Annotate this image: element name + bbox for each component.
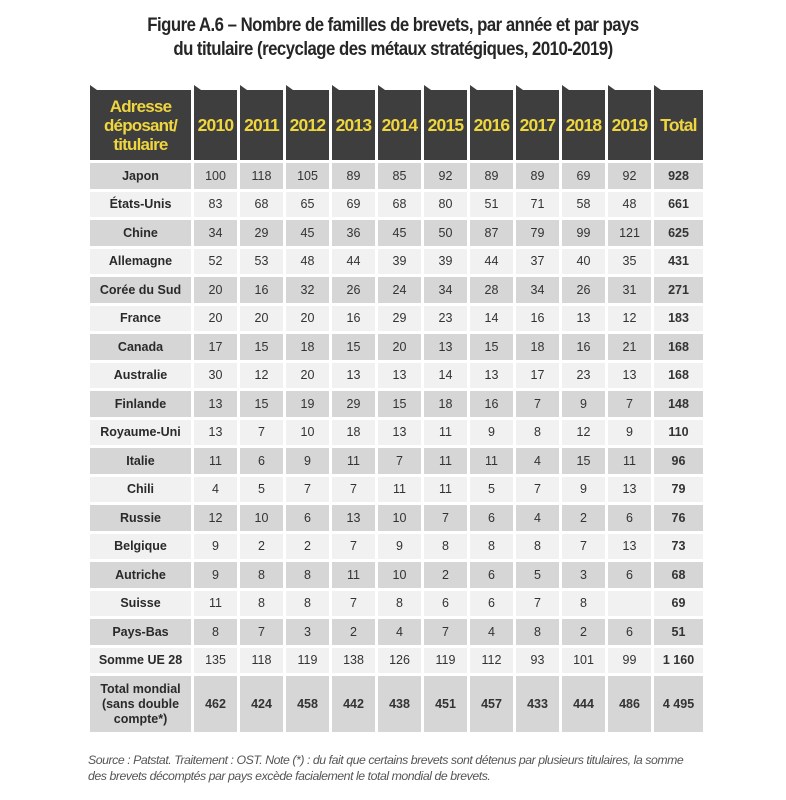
value-cell: 4 xyxy=(194,477,237,503)
row-label: Somme UE 28 xyxy=(90,648,191,674)
value-cell: 71 xyxy=(516,192,559,218)
source-footnote xyxy=(88,752,728,784)
header-cell-year: 2016 xyxy=(470,90,513,160)
value-cell: 87 xyxy=(470,220,513,246)
figure-title-line-1: Figure A.6 – Nombre de familles de brevets, par année et par pays xyxy=(147,14,639,36)
value-cell: 9 xyxy=(562,477,605,503)
value-cell: 69 xyxy=(332,192,375,218)
world-total-value-cell: 457 xyxy=(470,676,513,732)
value-cell: 24 xyxy=(378,277,421,303)
row-total-cell: 271 xyxy=(654,277,703,303)
row-total-cell: 168 xyxy=(654,363,703,389)
row-total-cell: 168 xyxy=(654,334,703,360)
value-cell: 5 xyxy=(516,562,559,588)
value-cell: 13 xyxy=(608,363,651,389)
value-cell: 13 xyxy=(378,363,421,389)
table-row xyxy=(90,277,706,303)
value-cell: 37 xyxy=(516,249,559,275)
value-cell: 8 xyxy=(378,591,421,617)
value-cell: 4 xyxy=(516,448,559,474)
value-cell: 83 xyxy=(194,192,237,218)
value-cell: 32 xyxy=(286,277,329,303)
value-cell: 6 xyxy=(240,448,283,474)
value-cell: 11 xyxy=(194,591,237,617)
value-cell: 5 xyxy=(240,477,283,503)
value-cell: 50 xyxy=(424,220,467,246)
value-cell: 99 xyxy=(562,220,605,246)
value-cell: 48 xyxy=(608,192,651,218)
value-cell: 101 xyxy=(562,648,605,674)
value-cell: 2 xyxy=(332,619,375,645)
value-cell: 20 xyxy=(194,277,237,303)
row-total-cell: 431 xyxy=(654,249,703,275)
value-cell: 39 xyxy=(378,249,421,275)
value-cell: 3 xyxy=(286,619,329,645)
header-address-line: titulaire xyxy=(113,134,168,154)
value-cell: 6 xyxy=(470,562,513,588)
value-cell: 48 xyxy=(286,249,329,275)
value-cell: 7 xyxy=(608,391,651,417)
value-cell: 7 xyxy=(516,591,559,617)
header-cell-year: 2018 xyxy=(562,90,605,160)
value-cell: 34 xyxy=(516,277,559,303)
row-total-cell: 96 xyxy=(654,448,703,474)
value-cell: 119 xyxy=(286,648,329,674)
value-cell: 135 xyxy=(194,648,237,674)
value-cell: 10 xyxy=(378,562,421,588)
value-cell: 16 xyxy=(470,391,513,417)
value-cell: 6 xyxy=(286,505,329,531)
value-cell: 8 xyxy=(516,534,559,560)
value-cell: 53 xyxy=(240,249,283,275)
value-cell: 8 xyxy=(516,420,559,446)
value-cell: 15 xyxy=(332,334,375,360)
table-row-world-total xyxy=(90,676,706,732)
value-cell: 8 xyxy=(194,619,237,645)
value-cell: 34 xyxy=(194,220,237,246)
header-cell-year: 2017 xyxy=(516,90,559,160)
value-cell: 19 xyxy=(286,391,329,417)
table-row xyxy=(90,534,706,560)
value-cell: 7 xyxy=(332,534,375,560)
value-cell: 9 xyxy=(378,534,421,560)
value-cell: 93 xyxy=(516,648,559,674)
row-total-cell: 79 xyxy=(654,477,703,503)
value-cell: 6 xyxy=(608,562,651,588)
value-cell: 16 xyxy=(332,306,375,332)
value-cell: 6 xyxy=(470,505,513,531)
value-cell: 10 xyxy=(286,420,329,446)
row-label: France xyxy=(90,306,191,332)
value-cell: 11 xyxy=(378,477,421,503)
row-total-cell: 625 xyxy=(654,220,703,246)
value-cell: 10 xyxy=(378,505,421,531)
table-row xyxy=(90,591,706,617)
value-cell: 51 xyxy=(470,192,513,218)
value-cell: 4 xyxy=(378,619,421,645)
value-cell: 68 xyxy=(240,192,283,218)
value-cell: 13 xyxy=(470,363,513,389)
row-label: Canada xyxy=(90,334,191,360)
value-cell: 2 xyxy=(286,534,329,560)
row-label: Australie xyxy=(90,363,191,389)
value-cell: 29 xyxy=(378,306,421,332)
value-cell: 15 xyxy=(562,448,605,474)
row-label: Russie xyxy=(90,505,191,531)
value-cell: 8 xyxy=(562,591,605,617)
header-cell-year: 2010 xyxy=(194,90,237,160)
value-cell: 2 xyxy=(562,505,605,531)
value-cell: 52 xyxy=(194,249,237,275)
value-cell: 29 xyxy=(332,391,375,417)
world-total-value-cell: 444 xyxy=(562,676,605,732)
value-cell: 69 xyxy=(562,163,605,189)
header-cell-year: 2015 xyxy=(424,90,467,160)
value-cell: 89 xyxy=(332,163,375,189)
value-cell: 8 xyxy=(424,534,467,560)
world-total-label-line: Total mondial xyxy=(100,681,181,696)
value-cell: 15 xyxy=(240,334,283,360)
header-cell-year: 2011 xyxy=(240,90,283,160)
value-cell: 8 xyxy=(240,591,283,617)
value-cell: 34 xyxy=(424,277,467,303)
row-total-cell: 183 xyxy=(654,306,703,332)
row-total-cell: 928 xyxy=(654,163,703,189)
value-cell: 4 xyxy=(516,505,559,531)
table-row xyxy=(90,334,706,360)
value-cell: 13 xyxy=(194,420,237,446)
figure-title xyxy=(55,13,731,61)
value-cell: 40 xyxy=(562,249,605,275)
row-label: Corée du Sud xyxy=(90,277,191,303)
row-total-cell: 69 xyxy=(654,591,703,617)
value-cell: 11 xyxy=(332,562,375,588)
world-total-value-cell: 462 xyxy=(194,676,237,732)
value-cell: 29 xyxy=(240,220,283,246)
row-label: Belgique xyxy=(90,534,191,560)
row-total-cell: 73 xyxy=(654,534,703,560)
value-cell: 17 xyxy=(194,334,237,360)
value-cell: 85 xyxy=(378,163,421,189)
table-row xyxy=(90,220,706,246)
value-cell: 11 xyxy=(424,477,467,503)
value-cell: 100 xyxy=(194,163,237,189)
world-total-value-cell: 442 xyxy=(332,676,375,732)
value-cell: 92 xyxy=(424,163,467,189)
value-cell: 2 xyxy=(562,619,605,645)
value-cell: 119 xyxy=(424,648,467,674)
value-cell: 9 xyxy=(194,562,237,588)
value-cell: 13 xyxy=(608,477,651,503)
value-cell: 45 xyxy=(378,220,421,246)
value-cell: 23 xyxy=(562,363,605,389)
value-cell: 7 xyxy=(286,477,329,503)
value-cell: 28 xyxy=(470,277,513,303)
table-row xyxy=(90,306,706,332)
value-cell: 20 xyxy=(378,334,421,360)
value-cell: 16 xyxy=(240,277,283,303)
table-body xyxy=(90,163,706,732)
value-cell: 79 xyxy=(516,220,559,246)
value-cell: 7 xyxy=(516,477,559,503)
value-cell: 118 xyxy=(240,648,283,674)
world-total-value-cell: 458 xyxy=(286,676,329,732)
row-label: Suisse xyxy=(90,591,191,617)
value-cell: 13 xyxy=(424,334,467,360)
value-cell: 13 xyxy=(332,505,375,531)
row-total-cell: 76 xyxy=(654,505,703,531)
table-row xyxy=(90,363,706,389)
row-total-cell: 661 xyxy=(654,192,703,218)
value-cell: 9 xyxy=(470,420,513,446)
value-cell: 45 xyxy=(286,220,329,246)
value-cell: 11 xyxy=(470,448,513,474)
table-row xyxy=(90,562,706,588)
value-cell: 15 xyxy=(470,334,513,360)
value-cell: 8 xyxy=(286,562,329,588)
value-cell: 2 xyxy=(424,562,467,588)
value-cell: 8 xyxy=(516,619,559,645)
row-label: Italie xyxy=(90,448,191,474)
value-cell: 21 xyxy=(608,334,651,360)
row-label: Pays-Bas xyxy=(90,619,191,645)
row-label: Chili xyxy=(90,477,191,503)
value-cell: 18 xyxy=(516,334,559,360)
value-cell: 26 xyxy=(332,277,375,303)
value-cell xyxy=(608,591,651,617)
world-grand-total-cell: 4 495 xyxy=(654,676,703,732)
row-total-cell: 110 xyxy=(654,420,703,446)
table-row xyxy=(90,448,706,474)
value-cell: 68 xyxy=(378,192,421,218)
world-total-label-line: (sans double xyxy=(101,696,180,711)
table-header-row xyxy=(90,86,706,160)
value-cell: 20 xyxy=(240,306,283,332)
header-address-line: déposant/ xyxy=(103,115,178,135)
value-cell: 15 xyxy=(240,391,283,417)
value-cell: 12 xyxy=(608,306,651,332)
value-cell: 13 xyxy=(562,306,605,332)
value-cell: 23 xyxy=(424,306,467,332)
world-total-value-cell: 451 xyxy=(424,676,467,732)
patent-families-table xyxy=(90,86,706,732)
row-label-world-total xyxy=(90,676,191,732)
table-row xyxy=(90,420,706,446)
value-cell: 18 xyxy=(286,334,329,360)
row-label: Chine xyxy=(90,220,191,246)
value-cell: 6 xyxy=(424,591,467,617)
value-cell: 9 xyxy=(194,534,237,560)
value-cell: 7 xyxy=(424,505,467,531)
value-cell: 8 xyxy=(286,591,329,617)
value-cell: 11 xyxy=(424,448,467,474)
table-row xyxy=(90,505,706,531)
value-cell: 7 xyxy=(378,448,421,474)
value-cell: 7 xyxy=(562,534,605,560)
table-row xyxy=(90,163,706,189)
world-total-value-cell: 486 xyxy=(608,676,651,732)
value-cell: 9 xyxy=(286,448,329,474)
value-cell: 92 xyxy=(608,163,651,189)
row-total-cell: 68 xyxy=(654,562,703,588)
value-cell: 26 xyxy=(562,277,605,303)
value-cell: 13 xyxy=(378,420,421,446)
value-cell: 2 xyxy=(240,534,283,560)
value-cell: 39 xyxy=(424,249,467,275)
footnote-line-2: des brevets décomptés par pays excède facialement le total mondial de brevets. xyxy=(88,769,491,783)
value-cell: 10 xyxy=(240,505,283,531)
value-cell: 4 xyxy=(470,619,513,645)
header-cell-year: 2013 xyxy=(332,90,375,160)
value-cell: 11 xyxy=(608,448,651,474)
value-cell: 6 xyxy=(470,591,513,617)
value-cell: 138 xyxy=(332,648,375,674)
header-cell-year: 2019 xyxy=(608,90,651,160)
value-cell: 6 xyxy=(608,619,651,645)
row-label: États-Unis xyxy=(90,192,191,218)
row-total-cell: 1 160 xyxy=(654,648,703,674)
value-cell: 65 xyxy=(286,192,329,218)
table-row xyxy=(90,477,706,503)
header-address-line: Adresse xyxy=(109,96,172,116)
value-cell: 11 xyxy=(424,420,467,446)
value-cell: 11 xyxy=(194,448,237,474)
value-cell: 5 xyxy=(470,477,513,503)
value-cell: 9 xyxy=(608,420,651,446)
value-cell: 17 xyxy=(516,363,559,389)
header-cell-year: 2012 xyxy=(286,90,329,160)
value-cell: 31 xyxy=(608,277,651,303)
value-cell: 18 xyxy=(424,391,467,417)
value-cell: 89 xyxy=(470,163,513,189)
table-row xyxy=(90,249,706,275)
value-cell: 20 xyxy=(286,306,329,332)
value-cell: 112 xyxy=(470,648,513,674)
value-cell: 16 xyxy=(516,306,559,332)
value-cell: 8 xyxy=(470,534,513,560)
table-row xyxy=(90,619,706,645)
value-cell: 99 xyxy=(608,648,651,674)
value-cell: 12 xyxy=(194,505,237,531)
value-cell: 126 xyxy=(378,648,421,674)
value-cell: 89 xyxy=(516,163,559,189)
value-cell: 11 xyxy=(332,448,375,474)
value-cell: 8 xyxy=(240,562,283,588)
value-cell: 9 xyxy=(562,391,605,417)
row-label: Allemagne xyxy=(90,249,191,275)
table-row xyxy=(90,648,706,674)
value-cell: 35 xyxy=(608,249,651,275)
value-cell: 118 xyxy=(240,163,283,189)
header-cell-address xyxy=(90,90,191,160)
world-total-value-cell: 438 xyxy=(378,676,421,732)
footnote-line-1: Source : Patstat. Traitement : OST. Note (*) : du fait que certains brevets sont détenus par plusieurs titulaires, la somme xyxy=(88,753,684,767)
value-cell: 36 xyxy=(332,220,375,246)
value-cell: 14 xyxy=(470,306,513,332)
value-cell: 13 xyxy=(194,391,237,417)
row-total-cell: 51 xyxy=(654,619,703,645)
table-row xyxy=(90,192,706,218)
value-cell: 12 xyxy=(240,363,283,389)
value-cell: 80 xyxy=(424,192,467,218)
value-cell: 15 xyxy=(378,391,421,417)
value-cell: 12 xyxy=(562,420,605,446)
row-label: Autriche xyxy=(90,562,191,588)
value-cell: 7 xyxy=(332,591,375,617)
row-label: Royaume-Uni xyxy=(90,420,191,446)
value-cell: 44 xyxy=(332,249,375,275)
value-cell: 14 xyxy=(424,363,467,389)
value-cell: 7 xyxy=(516,391,559,417)
value-cell: 3 xyxy=(562,562,605,588)
value-cell: 105 xyxy=(286,163,329,189)
value-cell: 7 xyxy=(240,420,283,446)
world-total-label-line: compte*) xyxy=(113,711,168,726)
figure-title-line-2: du titulaire (recyclage des métaux stratégiques, 2010-2019) xyxy=(173,38,613,60)
value-cell: 18 xyxy=(332,420,375,446)
value-cell: 7 xyxy=(424,619,467,645)
value-cell: 121 xyxy=(608,220,651,246)
value-cell: 20 xyxy=(286,363,329,389)
header-cell-total: Total xyxy=(654,90,703,160)
value-cell: 16 xyxy=(562,334,605,360)
world-total-value-cell: 433 xyxy=(516,676,559,732)
row-label: Japon xyxy=(90,163,191,189)
header-cell-year: 2014 xyxy=(378,90,421,160)
value-cell: 6 xyxy=(608,505,651,531)
value-cell: 7 xyxy=(332,477,375,503)
value-cell: 13 xyxy=(332,363,375,389)
value-cell: 30 xyxy=(194,363,237,389)
value-cell: 58 xyxy=(562,192,605,218)
row-label: Finlande xyxy=(90,391,191,417)
table-row xyxy=(90,391,706,417)
row-total-cell: 148 xyxy=(654,391,703,417)
value-cell: 20 xyxy=(194,306,237,332)
value-cell: 7 xyxy=(240,619,283,645)
value-cell: 13 xyxy=(608,534,651,560)
value-cell: 44 xyxy=(470,249,513,275)
world-total-value-cell: 424 xyxy=(240,676,283,732)
